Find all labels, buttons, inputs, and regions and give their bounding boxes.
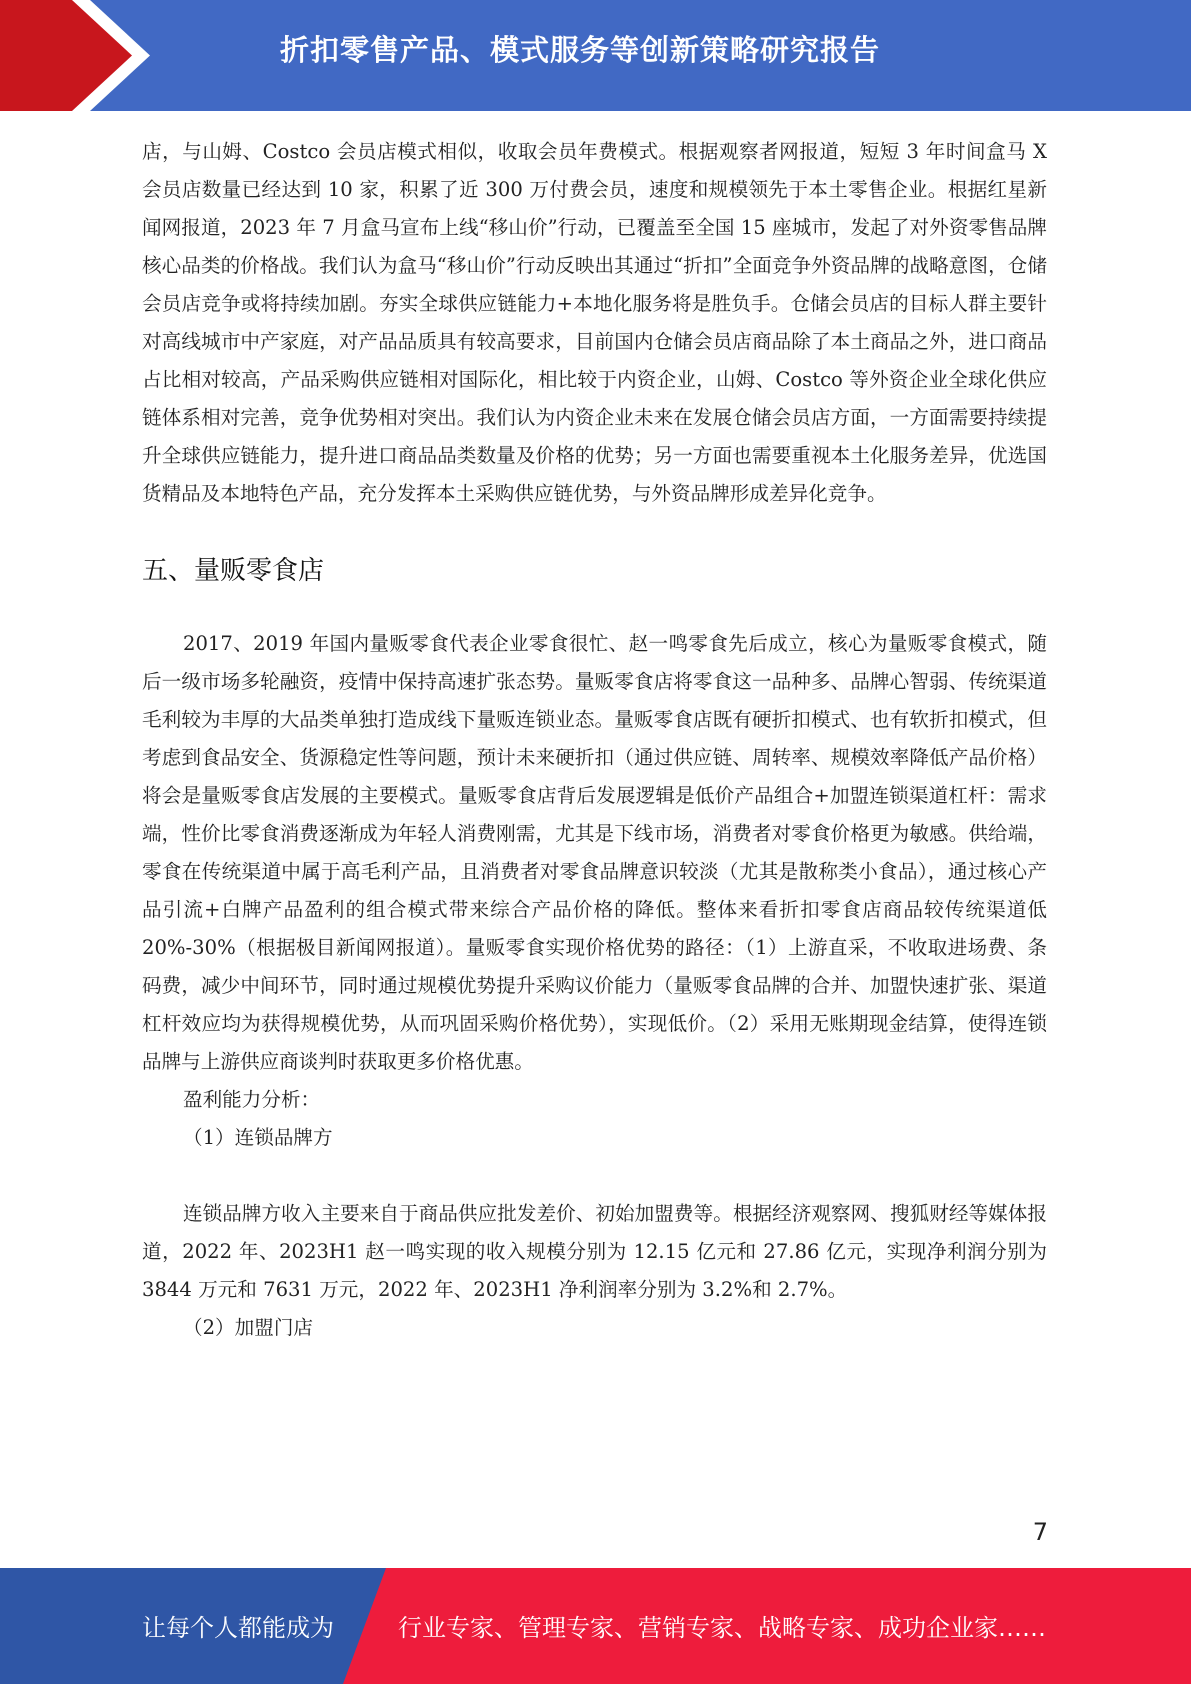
paragraph-continued: 店，与山姆、Costco 会员店模式相似，收取会员年费模式。根据观察者网报道，短短 3 年时间盒马 X 会员店数量已经达到 10 家，积累了近 300 万付费会员，速度和规模领先于本土零售企业。根据红星新闻网报道，2023 年 7 月盒马宣布上线“移山价”行动，已覆盖至全国 15 座城市，发起了对外资零售品牌核心品类的价格战。我们认为盒马“移山价”行动反映出其通过“折扣”全面竞争外资品牌的战略意图，仓储会员店竞争或将持续加剧。夯实全球供应链能力+本地化服务将是胜负手。仓储会员店的目标人群主要针对高线城市中产家庭，对产品品质具有较高要求，目前国内仓储会员店商品除了本土商品之外，进口商品占比相对较高，产品采购供应链相对国际化，相比较于内资企业，山姆、Costco 等外资企业全球化供应链体系相对完善，竞争优势相对突出。我们认为内资企业未来在发展仓储会员店方面，一方面需要持续提升全球供应链能力，提升进口商品品类数量及价格的优势；另一方面也需要重视本土化服务差异，优选国货精品及本地特色产品，充分发挥本土采购供应链优势，与外资品牌形成差异化竞争。: [142, 140, 1047, 505]
section-heading: 五、量贩零食店: [142, 556, 325, 586]
footer-slogan-left: 让每个人都能成为: [142, 1614, 334, 1642]
report-title: 折扣零售产品、模式服务等创新策略研究报告: [280, 33, 881, 67]
page-number: 7: [1032, 1518, 1048, 1546]
subheading-franchise-store: （2）加盟门店: [183, 1316, 314, 1339]
page-footer: [0, 1568, 1191, 1684]
paragraph-snack-stores: 2017、2019 年国内量贩零食代表企业零食很忙、赵一鸣零食先后成立，核心为量贩零食模式，随后一级市场多轮融资，疫情中保持高速扩张态势。量贩零食店将零食这一品种多、品牌心智弱、传统渠道毛利较为丰厚的大品类单独打造成线下量贩连锁业态。量贩零食店既有硬折扣模式、也有软折扣模式，但考虑到食品安全、货源稳定性等问题，预计未来硬折扣（通过供应链、周转率、规模效率降低产品价格）将会是量贩零食店发展的主要模式。量贩零食店背后发展逻辑是低价产品组合+加盟连锁渠道杠杆：需求端，性价比零食消费逐渐成为年轻人消费刚需，尤其是下线市场，消费者对零食价格更为敏感。供给端，零食在传统渠道中属于高毛利产品，且消费者对零食品牌意识较淡（尤其是散称类小食品），通过核心产品引流+白牌产品盈利的组合模式带来综合产品价格的降低。整体来看折扣零食店商品较传统渠道低 20%-30%（根据极目新闻网报道）。量贩零食实现价格优势的路径：（1）上游直采，不收取进场费、条码费，减少中间环节，同时通过规模优势提升采购议价能力（量贩零食品牌的合并、加盟快速扩张、渠道杠杆效应均为获得规模优势，从而巩固采购价格优势），实现低价。（2）采用无账期现金结算，使得连锁品牌与上游供应商谈判时获取更多价格优惠。: [142, 632, 1047, 1073]
footer-slogan-right: 行业专家、管理专家、营销专家、战略专家、成功企业家……: [398, 1614, 1046, 1642]
subheading-chain-brand: （1）连锁品牌方: [183, 1126, 333, 1149]
profit-analysis-heading: 盈利能力分析：: [183, 1088, 321, 1111]
page-header: [0, 0, 1191, 111]
paragraph-chain-brand: 连锁品牌方收入主要来自于商品供应批发差价、初始加盟费等。根据经济观察网、搜狐财经等媒体报道，2022 年、2023H1 赵一鸣实现的收入规模分别为 12.15 亿元和 27.86 亿元，实现净利润分别为 3844 万元和 7631 万元，2022 年、2023H1 净利润率分别为 3.2%和 2.7%。: [142, 1202, 1047, 1301]
page-content: [142, 133, 1047, 1347]
